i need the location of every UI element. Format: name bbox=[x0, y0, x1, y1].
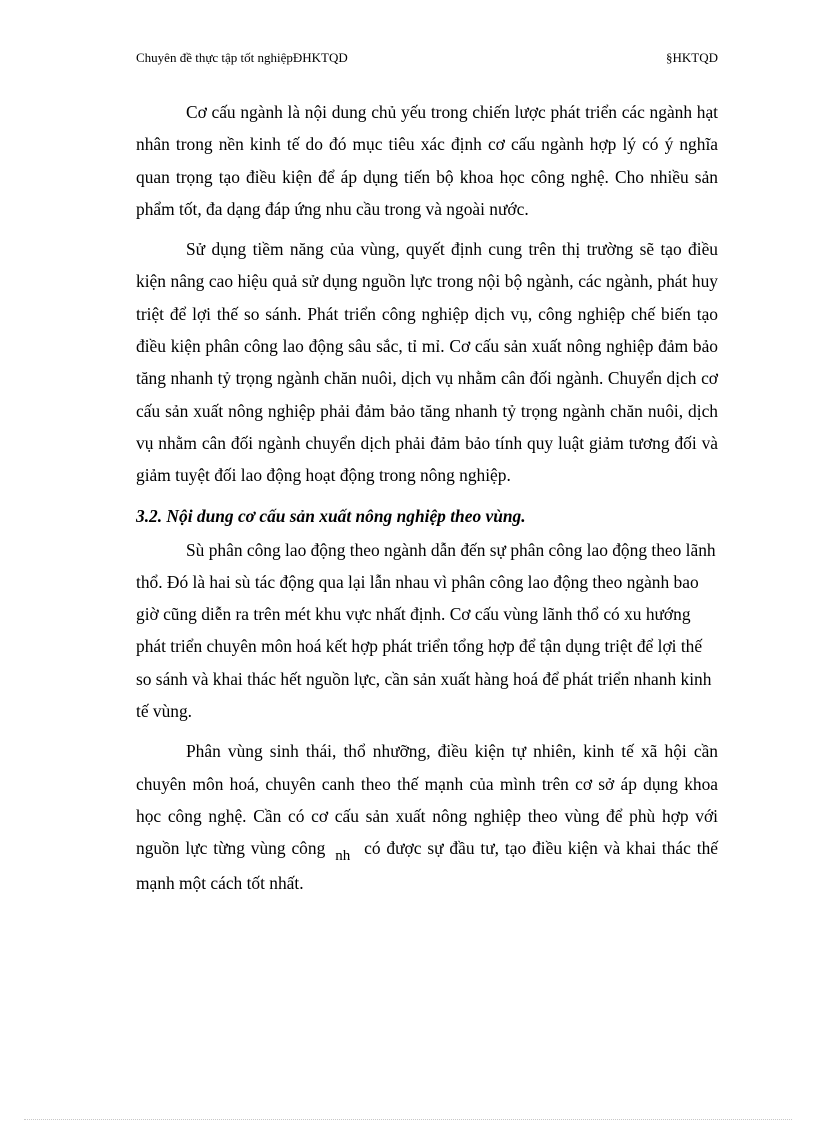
page-bottom-dotted-rule bbox=[24, 1119, 792, 1120]
paragraph-4-subscript: nh bbox=[335, 848, 351, 865]
paragraph-3: Sù phân công lao động theo ngành dẫn đến sự phân công lao động theo lãnh thổ. Đó là hai sù tác động qua lại lẫn nhau vì phân công lao động theo ngành bao giờ cũng diễn ra trên mét khu vực nhất định. Cơ cấu vùng lãnh thổ có xu hướng phát triển chuyên môn hoá kết hợp phát triển tổng hợp để tận dụng triệt để lợi thế so sánh và khai thác hết nguồn lực, cần sản xuất hàng hoá để phát triển nhanh kinh tế vùng. bbox=[136, 539, 716, 722]
document-body bbox=[136, 96, 718, 907]
header-right-title: §HKTQD bbox=[666, 50, 718, 65]
paragraph-4-start: Phân vùng sinh thái, thổ nhưỡng, điều kiện tự nhiên, kinh tế xã hội cần chuyên môn hoá, chuyên canh theo thế mạnh của mình trên cơ sở áp dụng khoa học công nghệ. Cần có cơ cấu sản xuất nông nghiệp theo vùng để phù hợp với nguồn lực từng vùng công bbox=[136, 741, 718, 859]
paragraph-1: Cơ cấu ngành là nội dung chủ yếu trong chiến lược phát triển các ngành hạt nhân trong nền kinh tế do đó mục tiêu xác định cơ cấu ngành hợp lý có ý nghĩa quan trọng tạo điều kiện để áp dụng tiến bộ khoa học công nghệ. Cho nhiều sản phẩm tốt, đa dạng đáp ứng nhu cầu trong và ngoài nước. bbox=[136, 102, 718, 219]
header-left-title: Chuyên đề thực tập tốt nghiệpĐHKTQD bbox=[136, 50, 348, 65]
section-heading: 3.2. Nội dung cơ cấu sản xuất nông nghiệp theo vùng. bbox=[136, 505, 526, 526]
paragraph-2: Sử dụng tiềm năng của vùng, quyết định cung trên thị trường sẽ tạo điều kiện nâng cao hiệu quả sử dụng nguồn lực trong nội bộ ngành, các ngành, phát huy triệt để lợi thế so sánh. Phát triển công nghiệp dịch vụ, công nghiệp chế biến tạo điều kiện phân công lao động sâu sắc, tỉ mỉ. Cơ cấu sản xuất nông nghiệp đảm bảo tăng nhanh tỷ trọng ngành chăn nuôi, dịch vụ nhằm cân đối ngành. Chuyển dịch cơ cấu sản xuất nông nghiệp phải đảm bảo tăng nhanh tỷ trọng ngành chăn nuôi, dịch vụ nhằm cân đối ngành chuyển dịch phải đảm bảo tính quy luật giảm tương đối và giảm tuyệt đối lao động hoạt động trong nông nghiệp. bbox=[136, 239, 718, 486]
paragraph-4-end: có được sự đầu tư, tạo điều kiện và khai thác thế mạnh một cách tốt nhất. bbox=[136, 838, 718, 893]
paragraph-4 bbox=[136, 735, 718, 898]
page-header bbox=[136, 48, 718, 68]
